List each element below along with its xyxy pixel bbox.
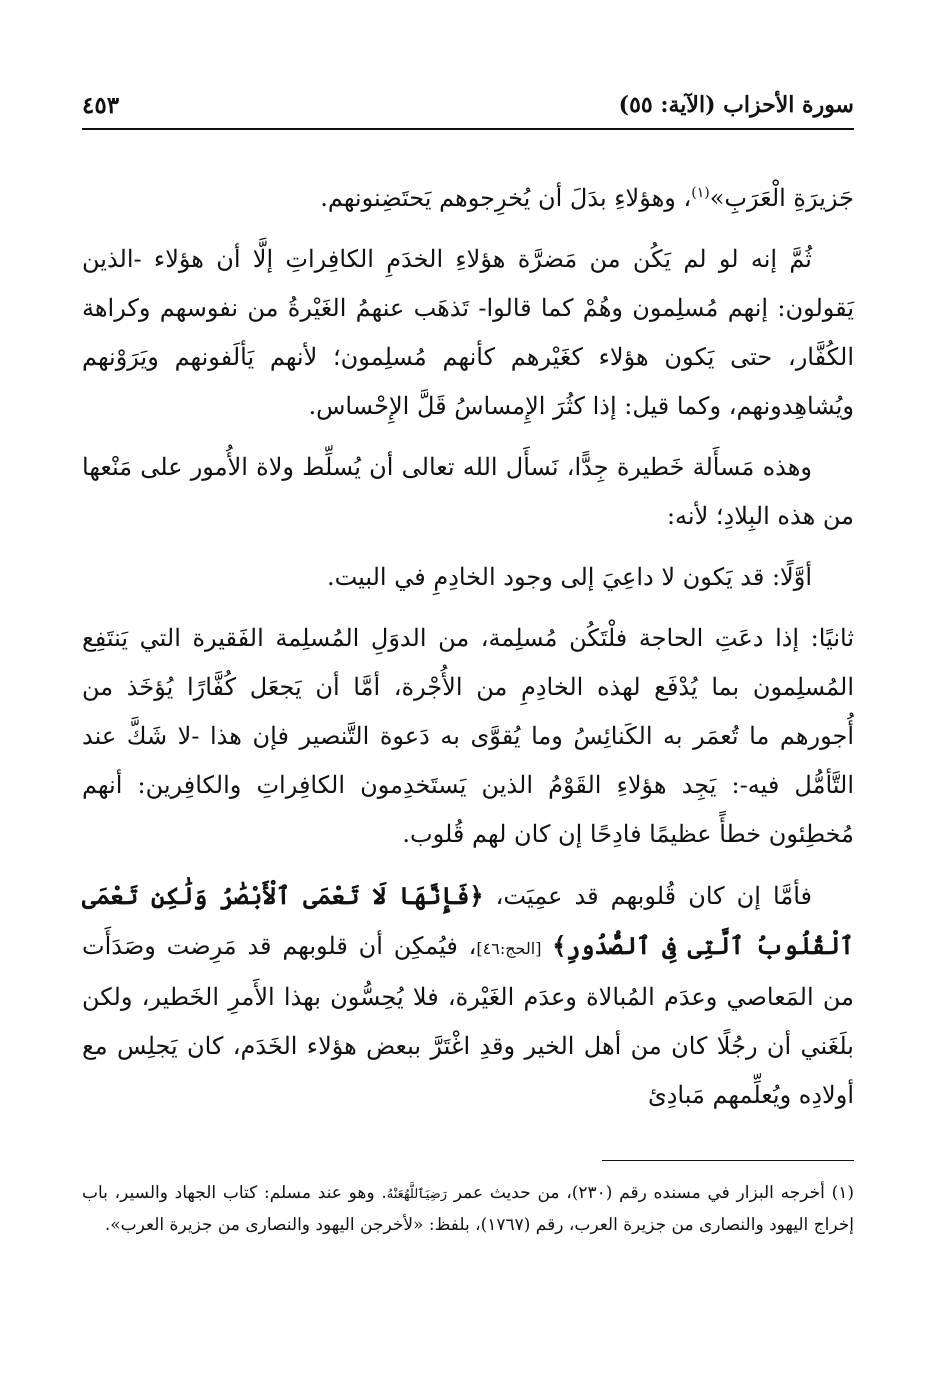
page-number: ٤٥٣ [82, 92, 120, 119]
paragraph-6-start: فأمَّا إن كان قُلوبهم قد عمِيَت، [495, 882, 813, 910]
paragraph-2: ثُمَّ إنه لو لم يَكُن من مَضرَّة هؤلاءِ الخدَمِ الكافِراتِ إلَّا أن هؤلاء -الذين يَقولون: إنهم مُسلِمون وهُمْ كما قالوا- تَذهَب عنهمُ الغَيْرةُ من نفوسهم وكراهة الكُفَّار، حتى يَكون هؤلاء كغَيْرهم كأنهم مُسلِمون؛ لأنهم يَألَفونهم ويَرَوْنهم ويُشاهِدونهم، وكما قيل: إذا كثُرَ الإِمساسُ قَلَّ الإِحْساس. [82, 245, 854, 420]
footnote-text-end: . وهو عند مسلم: كتاب الجهاد والسير، باب إخراج اليهود والنصارى من جزيرة العرب، رقم (١٧٦٧)، بلفظ: «لأخرجن اليهود والنصارى من جزيرة العرب». [82, 1183, 854, 1235]
paragraph-3: وهذه مَسأَلة خَطيرة جِدًّا، نَسأَل الله تعالى أن يُسلِّط ولاة الأُمور على مَنْعها من هذه البِلادِ؛ لأنه: [82, 453, 854, 530]
footnote-text-start: (١) أخرجه البزار في مسنده رقم (٢٣٠)، من حديث عمر [453, 1183, 854, 1203]
footnote-divider [602, 1160, 854, 1161]
paragraph-1-end: ، وهؤلاءِ بدَلَ أن يُخرِجوهم يَحتَضِنونهم. [320, 184, 692, 212]
paragraph-1-start: جَزيرَةِ الْعَرَبِ» [709, 184, 854, 212]
quran-verse: ﴿فَإِنَّهَا لَا تَعْمَى ٱلْأَبْصَٰرُ وَلَٰكِن تَعْمَى ٱلْقُلُوبُ ٱلَّتِى فِى ٱلصُّدُورِ﴾ [82, 881, 854, 960]
paragraph-5: ثانيًا: إذا دعَتِ الحاجة فلْتَكُن مُسلِمة، من الدوَلِ المُسلِمة الفَقيرة التي يَنتَفِع المُسلِمون بما يُدْفَع لهذه الخادِمِ من الأُجْرة، أمَّا أن يَجعَل كُفَّارًا يُؤخَذ من أُجورهم ما تُعمَر به الكَنائِسُ وما يُقوَّى به دَعوة التَّنصير فإن هذا -لا شَكَّ عند التَّأمُّل فيه-: يَجِد هؤلاءِ القَوْمُ الذين يَستَخدِمون الكافِراتِ والكافِرين: أنهم مُخطِئون خطأً عظيمًا فادِحًا إن كان لهم قُلوب. [82, 624, 854, 848]
surah-title: سورة الأحزاب (الآية: ٥٥) [618, 92, 854, 118]
paragraph-4: أوَّلًا: قد يَكون لا داعِيَ إلى وجود الخادِمِ في البيت. [326, 563, 812, 591]
paragraph-6 [82, 871, 854, 1120]
footnote [82, 1178, 854, 1241]
header-divider [82, 128, 854, 130]
verse-citation: [الحج:٤٦] [476, 939, 542, 958]
footnote-reference[interactable]: (١) [691, 185, 710, 201]
paragraph-1 [82, 174, 854, 223]
honorific-phrase: رَضِيَٱللَّهُعَنْهُ [386, 1187, 448, 1202]
running-header [82, 92, 854, 126]
paragraph-6-end: ، فيُمكِن أن قلوبهم قد مَرِضت وصَدَأَت من المَعاصي وعدَم المُبالاة وعدَم الغَيْرة، فلا يُحِسُّون بهذا الأَمرِ الخَطير، ولكن بلَغَني أن رجُلًا كان من أهل الخير وقدِ اغْتَرَّ ببعض هؤلاء الخَدَم، كان يَجلِس مع أولادِه ويُعلِّمهم مَبادِئ [82, 932, 854, 1109]
main-text [82, 174, 854, 1132]
